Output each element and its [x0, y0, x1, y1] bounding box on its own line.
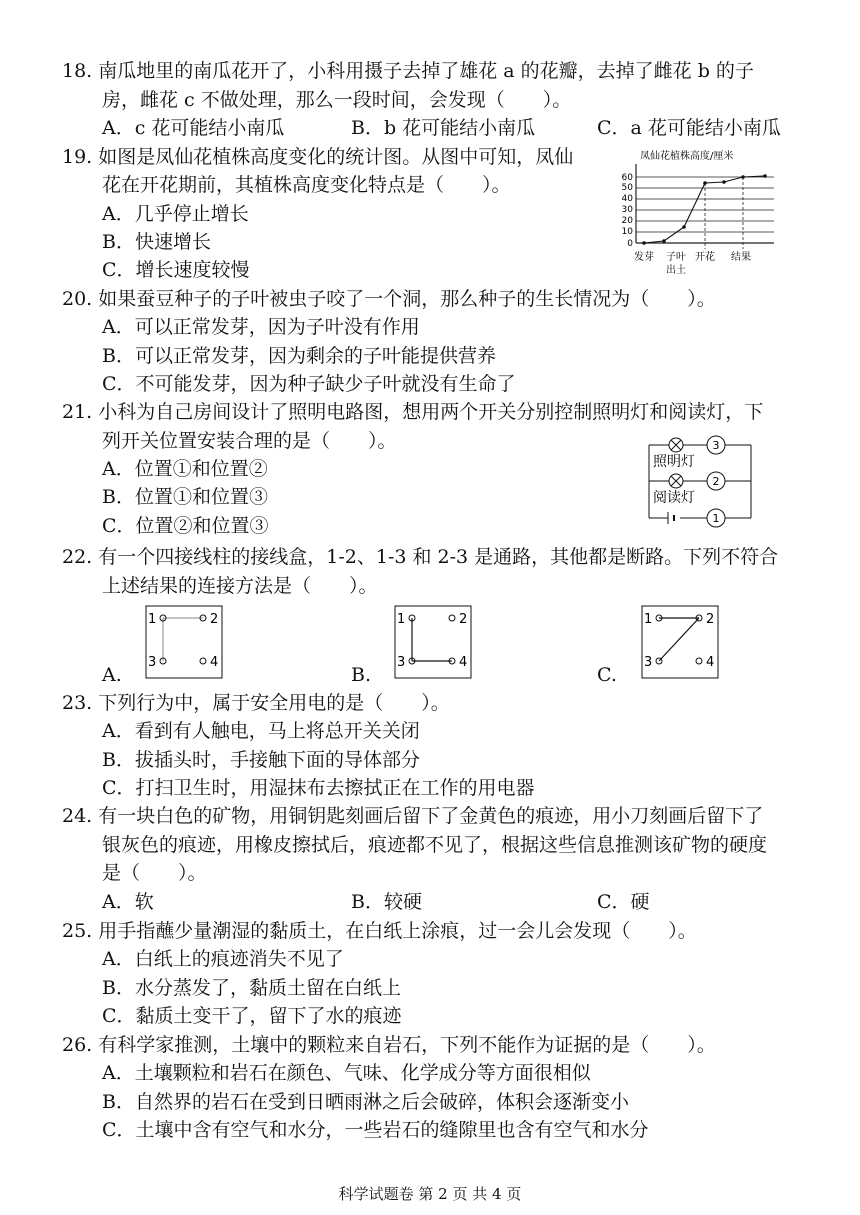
q25-option-b[interactable]: B．水分蒸发了，黏质土留在白纸上	[102, 977, 401, 999]
q22-a-label-4: 4	[210, 655, 219, 670]
q21-option-b[interactable]: B．位置①和位置③	[102, 486, 268, 508]
q19-ytick-50: 50	[621, 183, 633, 193]
page-footer: 科学试题卷 第 2 页 共 4 页	[338, 1185, 522, 1203]
q19-xlabel-fruit: 结果	[731, 252, 751, 263]
q20-option-a[interactable]: A．可以正常发芽，因为子叶没有作用	[102, 316, 420, 338]
q21-stem-line2: 列开关位置安装合理的是（ ）。	[102, 430, 397, 452]
q26-option-b[interactable]: B．自然界的岩石在受到日晒雨淋之后会破碎，体积会逐渐变小	[102, 1091, 629, 1113]
q25-option-c[interactable]: C．黏质土变干了，留下了水的痕迹	[102, 1005, 402, 1027]
q22-c-wire-2-3	[659, 618, 699, 661]
q22-b-label-2: 2	[459, 612, 468, 627]
q19-xlabel-sprout: 发芽	[634, 252, 654, 263]
q19-option-a[interactable]: A．几乎停止增长	[102, 203, 249, 225]
q23-option-a[interactable]: A．看到有人触电，马上将总开关关闭	[102, 720, 420, 742]
q22-box-a	[144, 604, 224, 680]
q19-point	[682, 225, 686, 229]
q21-position-3: 3	[712, 439, 720, 452]
q26-option-c[interactable]: C．土壤中含有空气和水分，一些岩石的缝隙里也含有空气和水分	[102, 1119, 649, 1141]
q19-ytick-40: 40	[621, 194, 633, 204]
q19-point	[722, 180, 726, 184]
q22-stem-line1: 22. 有一个四接线柱的接线盒，1-2、1-3 和 2-3 是通路，其他都是断路。下列不符合	[62, 546, 779, 568]
q19-xlabel-cotyledon: 子叶	[666, 252, 686, 263]
q22-b-label-1: 1	[397, 612, 406, 627]
q20-stem-line1: 20. 如果蚕豆种子的子叶被虫子咬了一个洞，那么种子的生长情况为（ ）。	[62, 288, 716, 310]
q21-position-1: 1	[712, 512, 720, 525]
q20-option-b[interactable]: B．可以正常发芽，因为剩余的子叶能提供营养	[102, 345, 496, 367]
q18-option-b[interactable]: B．b 花可能结小南瓜	[351, 117, 536, 139]
q24-option-c[interactable]: C．硬	[597, 891, 650, 913]
q19-chart-title: 凤仙花植株高度/厘米	[640, 151, 734, 162]
q22-a-label-3: 3	[148, 655, 157, 670]
q25-stem-line1: 25. 用手指蘸少量潮湿的黏质土，在白纸上涂痕，过一会儿会发现（ ）。	[62, 920, 697, 942]
q21-lamp-icon	[669, 474, 683, 488]
q23-option-c[interactable]: C．打扫卫生时，用湿抹布去擦拭正在工作的用电器	[102, 777, 535, 799]
q24-stem-line2: 银灰色的痕迹，用橡皮擦拭后，痕迹都不见了，根据这些信息推测该矿物的硬度	[102, 834, 768, 856]
q19-ytick-30: 30	[621, 205, 633, 215]
q19-ytick-60: 60	[621, 173, 633, 183]
q22-b-label-4: 4	[459, 655, 468, 670]
q19-option-c[interactable]: C．增长速度较慢	[102, 259, 250, 281]
q25-option-a[interactable]: A．白纸上的痕迹消失不见了	[102, 948, 344, 970]
q21-option-c[interactable]: C．位置②和位置③	[102, 515, 269, 537]
q24-option-a[interactable]: A．软	[102, 891, 154, 913]
q22-box-b	[393, 604, 473, 680]
q22-stem-line2: 上述结果的连接方法是（ ）。	[102, 575, 378, 597]
q19-ytick-20: 20	[621, 216, 633, 226]
q18-option-c[interactable]: C．a 花可能结小南瓜	[597, 117, 781, 139]
q22-terminal	[696, 658, 702, 664]
q24-option-b[interactable]: B．较硬	[351, 891, 422, 913]
q19-point	[662, 239, 666, 243]
q22-c-label-4: 4	[706, 655, 715, 670]
q19-ytick-0: 0	[627, 239, 633, 249]
q22-terminal	[449, 615, 455, 621]
q21-lamp-icon	[669, 438, 683, 452]
q19-height-chart	[614, 146, 794, 281]
q22-c-label-1: 1	[644, 612, 653, 627]
q21-label-lighting-lamp: 照明灯	[653, 454, 695, 470]
q20-option-c[interactable]: C．不可能发芽，因为种子缺少子叶就没有生命了	[102, 373, 516, 395]
q22-terminal	[200, 658, 206, 664]
q19-stem-line2: 花在开花期前，其植株高度变化特点是（ ）。	[102, 174, 511, 196]
q19-point	[741, 175, 745, 179]
q19-height-line	[644, 176, 765, 243]
q22-c-label-2: 2	[706, 612, 715, 627]
q23-stem-line1: 23. 下列行为中，属于安全用电的是（ ）。	[62, 692, 450, 714]
q24-stem-line1: 24. 有一块白色的矿物，用铜钥匙刻画后留下了金黄色的痕迹，用小刀刻画后留下了	[62, 805, 764, 827]
q22-option-a[interactable]: A.	[102, 664, 122, 686]
q22-a-label-2: 2	[210, 612, 219, 627]
q22-box-c	[640, 604, 720, 680]
q19-point	[763, 174, 767, 178]
q22-c-label-3: 3	[644, 655, 653, 670]
q21-position-2: 2	[712, 475, 720, 488]
q22-b-label-3: 3	[397, 655, 406, 670]
q22-option-c[interactable]: C.	[597, 664, 617, 686]
q21-label-reading-lamp: 阅读灯	[653, 490, 695, 506]
q24-stem-line3: 是（ ）。	[102, 862, 207, 884]
q18-stem-line2: 房，雌花 c 不做处理，那么一段时间，会发现（ ）。	[102, 89, 572, 111]
q21-circuit-diagram	[644, 430, 764, 530]
q18-option-a[interactable]: A．c 花可能结小南瓜	[102, 117, 285, 139]
q19-xlabel-emerge: 出土	[666, 265, 686, 276]
q21-option-a[interactable]: A．位置①和位置②	[102, 458, 268, 480]
q19-ytick-10: 10	[621, 227, 633, 237]
q19-xlabel-flower: 开花	[695, 252, 715, 263]
q22-a-label-1: 1	[148, 612, 157, 627]
q22-option-b[interactable]: B.	[351, 664, 372, 686]
q19-point	[642, 241, 646, 245]
q18-stem-line1: 18. 南瓜地里的南瓜花开了，小科用摄子去掉了雄花 a 的花瓣，去掉了雌花 b 的子	[62, 60, 754, 82]
q26-option-a[interactable]: A．土壤颗粒和岩石在颜色、气味、化学成分等方面很相似	[102, 1062, 591, 1084]
q19-option-b[interactable]: B．快速增长	[102, 231, 211, 253]
q19-stem-line1: 19. 如图是凤仙花植株高度变化的统计图。从图中可知，凤仙	[62, 146, 574, 168]
q19-point	[703, 181, 707, 185]
q26-stem-line1: 26. 有科学家推测，土壤中的颗粒来自岩石，下列不能作为证据的是（ ）。	[62, 1034, 716, 1056]
q21-stem-line1: 21. 小科为自己房间设计了照明电路图，想用两个开关分别控制照明灯和阅读灯，下	[62, 401, 764, 423]
q23-option-b[interactable]: B．拔插头时，手接触下面的导体部分	[102, 749, 420, 771]
